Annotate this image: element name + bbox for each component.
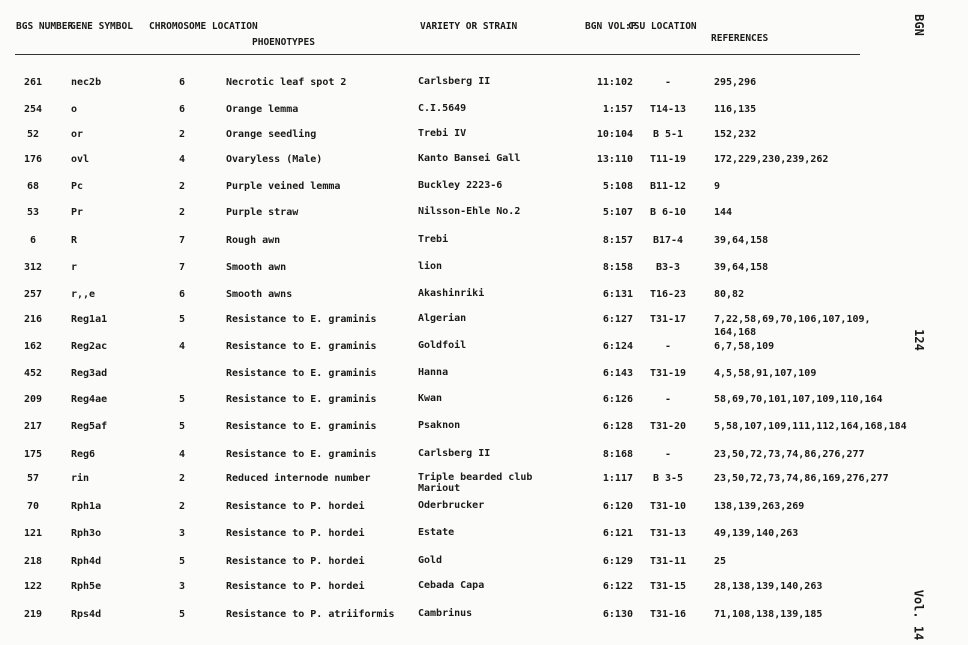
- bgn-volume-page-cell: 11:102: [596, 77, 633, 88]
- bgs-number-cell: 257: [23, 289, 43, 300]
- bgn-volume-page-cell: 6:120: [602, 501, 633, 512]
- csu-location-cell: T31-19: [649, 368, 687, 379]
- bgn-volume-page-cell: 6:127: [602, 314, 633, 325]
- variety-cell: Buckley 2223-6: [418, 180, 503, 191]
- table-row: [0, 555, 968, 575]
- header-phenotypes: PHOENOTYPES: [252, 37, 315, 48]
- chromosome-location-cell: 3: [178, 528, 186, 539]
- references-cell: 23,50,72,73,74,86,169,276,277: [714, 473, 889, 484]
- table-row: [0, 608, 968, 628]
- bgn-volume-page-cell: 6:130: [602, 609, 633, 620]
- phenotype-cell: Rough awn: [226, 235, 281, 246]
- variety-cell: lion: [418, 261, 443, 272]
- bgs-number-cell: 162: [23, 341, 43, 352]
- bgs-number-cell: 261: [23, 77, 43, 88]
- side-journal-label: BGN: [911, 14, 926, 36]
- references-cell: 39,64,158: [714, 262, 769, 273]
- csu-location-cell: T16-23: [649, 289, 687, 300]
- bgs-number-cell: 6: [29, 235, 37, 246]
- table-row: [0, 448, 968, 468]
- csu-location-cell: T31-16: [649, 609, 687, 620]
- gene-symbol-cell: Rph1a: [71, 501, 102, 512]
- csu-location-cell: T31-20: [649, 421, 687, 432]
- references-cell: 5,58,107,109,111,112,164,168,184: [714, 421, 907, 432]
- csu-location-cell: -: [664, 449, 672, 460]
- table-row: [0, 313, 968, 338]
- bgn-volume-page-cell: 1:157: [602, 104, 633, 115]
- gene-symbol-cell: nec2b: [71, 77, 102, 88]
- table-row: [0, 103, 968, 123]
- phenotype-cell: Smooth awn: [226, 262, 287, 273]
- phenotype-cell: Resistance to E. graminis: [226, 421, 377, 432]
- csu-location-cell: B3-3: [655, 262, 681, 273]
- csu-location-cell: T31-13: [649, 528, 687, 539]
- csu-location-cell: -: [664, 394, 672, 405]
- references-cell: 23,50,72,73,74,86,276,277: [714, 449, 865, 460]
- chromosome-location-cell: 5: [178, 556, 186, 567]
- phenotype-cell: Purple veined lemma: [226, 181, 341, 192]
- gene-symbol-cell: Rph5e: [71, 581, 102, 592]
- variety-cell: Carlsberg II: [418, 76, 491, 87]
- variety-cell: C.I.5649: [418, 103, 467, 114]
- csu-location-cell: T31-10: [649, 501, 687, 512]
- references-cell: 138,139,263,269: [714, 501, 805, 512]
- phenotype-cell: Necrotic leaf spot 2: [226, 77, 347, 88]
- phenotype-cell: Reduced internode number: [226, 473, 371, 484]
- gene-symbol-cell: or: [71, 129, 84, 140]
- references-cell: 152,232: [714, 129, 757, 140]
- references-cell: 58,69,70,101,107,109,110,164: [714, 394, 883, 405]
- bgs-number-cell: 175: [23, 449, 43, 460]
- variety-cell: Nilsson-Ehle No.2: [418, 206, 521, 217]
- variety-cell: Gold: [418, 555, 443, 566]
- bgn-volume-page-cell: 6:126: [602, 394, 633, 405]
- bgs-number-cell: 218: [23, 556, 43, 567]
- variety-cell: Akashinriki: [418, 288, 485, 299]
- variety-cell: Cebada Capa: [418, 580, 485, 591]
- gene-symbol-cell: R: [71, 235, 78, 246]
- phenotype-cell: Resistance to P. hordei: [226, 501, 365, 512]
- references-cell: 80,82: [714, 289, 745, 300]
- phenotype-cell: Resistance to E. graminis: [226, 394, 377, 405]
- phenotype-cell: Orange seedling: [226, 129, 317, 140]
- references-cell: 6,7,58,109: [714, 341, 775, 352]
- bgn-volume-page-cell: 6:124: [602, 341, 633, 352]
- table-row: [0, 261, 968, 281]
- bgn-volume-page-cell: 1:117: [602, 473, 633, 484]
- variety-cell: Trebi IV: [418, 128, 467, 139]
- bgn-volume-page-cell: 6:129: [602, 556, 633, 567]
- gene-symbol-cell: r: [71, 262, 78, 273]
- references-cell: 295,296: [714, 77, 757, 88]
- table-row: [0, 288, 968, 308]
- variety-cell: Estate: [418, 527, 455, 538]
- table-row: [0, 180, 968, 200]
- side-volume: Vol. 14: [911, 589, 926, 641]
- bgs-number-cell: 254: [23, 104, 43, 115]
- bgn-volume-page-cell: 6:121: [602, 528, 633, 539]
- csu-location-cell: B11-12: [649, 181, 687, 192]
- csu-location-cell: B 6-10: [649, 207, 687, 218]
- variety-cell: Triple bearded club Mariout: [418, 472, 533, 494]
- gene-symbol-cell: Rph3o: [71, 528, 102, 539]
- bgs-number-cell: 122: [23, 581, 43, 592]
- phenotype-cell: Resistance to E. graminis: [226, 368, 377, 379]
- gene-symbol-cell: Pc: [71, 181, 84, 192]
- header-csu-location: CSU LOCATION: [628, 21, 697, 32]
- gene-symbol-cell: Reg2ac: [71, 341, 108, 352]
- table-row: [0, 340, 968, 360]
- bgn-volume-page-cell: 8:168: [602, 449, 633, 460]
- header-chromosome-location: CHROMOSOME LOCATION: [149, 21, 258, 32]
- references-cell: 28,138,139,140,263: [714, 581, 823, 592]
- references-cell: 9: [714, 181, 721, 192]
- phenotype-cell: Resistance to E. graminis: [226, 449, 377, 460]
- header-bgs-number: BGS NUMBER: [16, 21, 74, 32]
- gene-symbol-cell: Reg6: [71, 449, 96, 460]
- csu-location-cell: T31-17: [649, 314, 687, 325]
- gene-symbol-cell: r,,e: [71, 289, 96, 300]
- side-page-number: 124: [911, 329, 926, 351]
- bgn-volume-page-cell: 6:128: [602, 421, 633, 432]
- chromosome-location-cell: 5: [178, 314, 186, 325]
- table-row: [0, 76, 968, 96]
- bgn-volume-page-cell: 6:122: [602, 581, 633, 592]
- bgs-number-cell: 121: [23, 528, 43, 539]
- variety-cell: Cambrinus: [418, 608, 473, 619]
- bgn-volume-page-cell: 5:108: [602, 181, 633, 192]
- chromosome-location-cell: 2: [178, 501, 186, 512]
- header-bgn-vol-p: BGN VOL:P: [585, 21, 637, 32]
- phenotype-cell: Resistance to P. hordei: [226, 581, 365, 592]
- gene-symbol-cell: Reg3ad: [71, 368, 108, 379]
- references-cell: 25: [714, 556, 727, 567]
- chromosome-location-cell: 4: [178, 154, 186, 165]
- table-row: [0, 128, 968, 148]
- table-row: [0, 367, 968, 387]
- table-row: [0, 580, 968, 600]
- phenotype-cell: Smooth awns: [226, 289, 293, 300]
- bgs-number-cell: 452: [23, 368, 43, 379]
- chromosome-location-cell: 2: [178, 473, 186, 484]
- bgs-number-cell: 176: [23, 154, 43, 165]
- phenotype-cell: Ovaryless (Male): [226, 154, 323, 165]
- csu-location-cell: B 5-1: [652, 129, 684, 140]
- csu-location-cell: T14-13: [649, 104, 687, 115]
- bgn-volume-page-cell: 6:131: [602, 289, 633, 300]
- bgs-number-cell: 57: [26, 473, 40, 484]
- bgn-volume-page-cell: 8:158: [602, 262, 633, 273]
- gene-symbol-cell: o: [71, 104, 78, 115]
- variety-cell: Psaknon: [418, 420, 461, 431]
- references-cell: 39,64,158: [714, 235, 769, 246]
- header-references: REFERENCES: [711, 33, 769, 44]
- csu-location-cell: T11-19: [649, 154, 687, 165]
- chromosome-location-cell: 5: [178, 421, 186, 432]
- chromosome-location-cell: 7: [178, 235, 186, 246]
- chromosome-location-cell: 6: [178, 289, 186, 300]
- table-row: [0, 206, 968, 226]
- csu-location-cell: -: [664, 77, 672, 88]
- gene-symbol-cell: Reg5af: [71, 421, 108, 432]
- csu-location-cell: T31-11: [649, 556, 687, 567]
- table-row: [0, 153, 968, 173]
- chromosome-location-cell: 5: [178, 609, 186, 620]
- gene-symbol-cell: ovl: [71, 154, 90, 165]
- gene-symbol-cell: rin: [71, 473, 90, 484]
- references-cell: 49,139,140,263: [714, 528, 799, 539]
- variety-cell: Oderbrucker: [418, 500, 485, 511]
- phenotype-cell: Resistance to P. atriiformis: [226, 609, 395, 620]
- bgs-number-cell: 68: [26, 181, 40, 192]
- csu-location-cell: B17-4: [652, 235, 684, 246]
- header-rule: [15, 54, 860, 55]
- bgn-volume-page-cell: 8:157: [602, 235, 633, 246]
- bgn-volume-page-cell: 13:110: [596, 154, 633, 165]
- variety-cell: Algerian: [418, 313, 467, 324]
- phenotype-cell: Resistance to P. hordei: [226, 528, 365, 539]
- references-cell: 7,22,58,69,70,106,107,109, 164,168: [714, 314, 871, 338]
- bgs-number-cell: 217: [23, 421, 43, 432]
- bgs-number-cell: 219: [23, 609, 43, 620]
- phenotype-cell: Orange lemma: [226, 104, 299, 115]
- phenotype-cell: Resistance to E. graminis: [226, 314, 377, 325]
- header-variety-or-strain: VARIETY OR STRAIN: [420, 21, 518, 32]
- chromosome-location-cell: 2: [178, 207, 186, 218]
- variety-cell: Goldfoil: [418, 340, 467, 351]
- bgn-volume-page-cell: 10:104: [596, 129, 633, 140]
- bgs-number-cell: 53: [26, 207, 40, 218]
- chromosome-location-cell: 5: [178, 394, 186, 405]
- bgs-number-cell: 52: [26, 129, 40, 140]
- bgs-number-cell: 209: [23, 394, 43, 405]
- variety-cell: Kanto Bansei Gall: [418, 153, 521, 164]
- references-cell: 144: [714, 207, 733, 218]
- csu-location-cell: T31-15: [649, 581, 687, 592]
- header-gene-symbol: GENE SYMBOL: [70, 21, 133, 32]
- gene-symbol-cell: Rps4d: [71, 609, 102, 620]
- bgn-volume-page-cell: 5:107: [602, 207, 633, 218]
- phenotype-cell: Resistance to P. hordei: [226, 556, 365, 567]
- table-row: [0, 500, 968, 520]
- chromosome-location-cell: 4: [178, 341, 186, 352]
- gene-symbol-cell: Reg1a1: [71, 314, 108, 325]
- bgs-number-cell: 70: [26, 501, 40, 512]
- variety-cell: Carlsberg II: [418, 448, 491, 459]
- table-row: [0, 527, 968, 547]
- chromosome-location-cell: 6: [178, 77, 186, 88]
- bgs-number-cell: 216: [23, 314, 43, 325]
- references-cell: 71,108,138,139,185: [714, 609, 823, 620]
- gene-symbol-cell: Pr: [71, 207, 84, 218]
- table-row: [0, 393, 968, 413]
- csu-location-cell: -: [664, 341, 672, 352]
- table-row: [0, 234, 968, 254]
- chromosome-location-cell: 4: [178, 449, 186, 460]
- csu-location-cell: B 3-5: [652, 473, 684, 484]
- table-row: [0, 420, 968, 440]
- gene-symbol-cell: Reg4ae: [71, 394, 108, 405]
- bgn-volume-page-cell: 6:143: [602, 368, 633, 379]
- variety-cell: Hanna: [418, 367, 449, 378]
- references-cell: 116,135: [714, 104, 757, 115]
- phenotype-cell: Resistance to E. graminis: [226, 341, 377, 352]
- references-cell: 172,229,230,239,262: [714, 154, 829, 165]
- chromosome-location-cell: 2: [178, 181, 186, 192]
- phenotype-cell: Purple straw: [226, 207, 299, 218]
- table-row: [0, 472, 968, 492]
- chromosome-location-cell: 6: [178, 104, 186, 115]
- gene-symbol-cell: Rph4d: [71, 556, 102, 567]
- variety-cell: Kwan: [418, 393, 443, 404]
- bgs-number-cell: 312: [23, 262, 43, 273]
- chromosome-location-cell: 7: [178, 262, 186, 273]
- chromosome-location-cell: 3: [178, 581, 186, 592]
- chromosome-location-cell: 2: [178, 129, 186, 140]
- variety-cell: Trebi: [418, 234, 449, 245]
- references-cell: 4,5,58,91,107,109: [714, 368, 817, 379]
